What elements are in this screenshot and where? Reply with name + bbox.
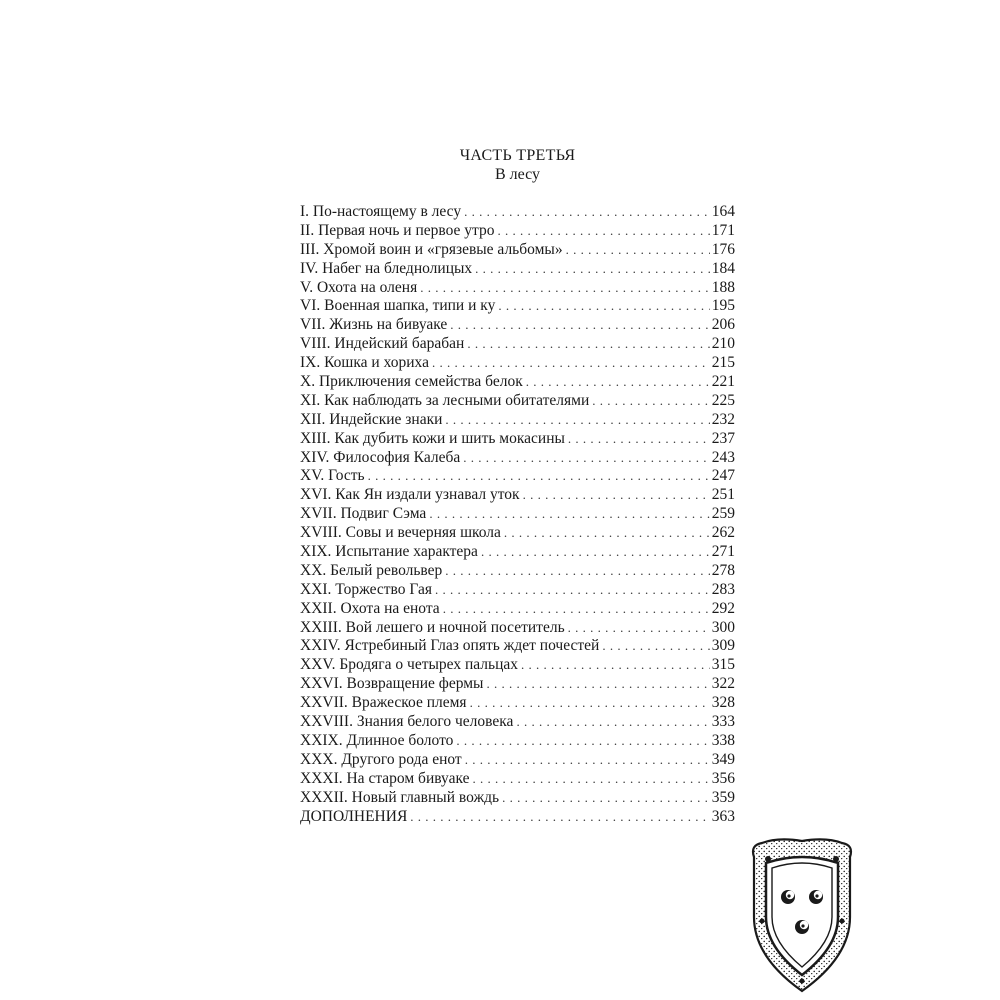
- toc-dot-leader: [456, 732, 709, 751]
- toc-entry-title: XII. Индейские знаки: [300, 410, 443, 428]
- toc-entry: [300, 505, 735, 524]
- toc-entry-page-number: 184: [711, 259, 735, 277]
- toc-entry-page-number: 271: [711, 543, 735, 561]
- toc-entry-title: XXIII. Вой лешего и ночной посетитель: [300, 618, 565, 636]
- toc-dot-leader: [445, 411, 709, 430]
- toc-dot-leader: [566, 241, 710, 260]
- toc-dot-leader: [435, 581, 710, 600]
- toc-entry-title: III. Хромой воин и «грязевые альбомы»: [300, 240, 563, 258]
- toc-entry-page-number: 221: [711, 373, 735, 391]
- toc-entry-page-number: 359: [711, 788, 735, 806]
- toc-dot-leader: [498, 222, 710, 241]
- toc-entry-page-number: 171: [711, 221, 735, 239]
- toc-entry-page-number: 206: [711, 316, 735, 334]
- toc-dot-leader: [465, 751, 710, 770]
- toc-entry-page-number: 176: [711, 240, 735, 258]
- toc-entry: [300, 316, 735, 335]
- toc-entry-page-number: 333: [711, 713, 735, 731]
- toc-dot-leader: [475, 260, 710, 279]
- toc-entry-title: XIII. Как дубить кожи и шить мокасины: [300, 429, 565, 447]
- toc-entry-title: XXIV. Ястребиный Глаз опять ждет почестей: [300, 637, 600, 655]
- toc-entry: [300, 241, 735, 260]
- toc-entry-page-number: 259: [711, 505, 735, 523]
- toc-entry-title: IV. Набег на бледнолицых: [300, 259, 473, 277]
- toc-entry: [300, 543, 735, 562]
- toc-entry: [300, 637, 735, 656]
- toc-entry-page-number: 243: [711, 448, 735, 466]
- toc-dot-leader: [467, 335, 709, 354]
- toc-entry-title: XVI. Как Ян издали узнавал уток: [300, 486, 520, 504]
- toc-dot-leader: [432, 354, 710, 373]
- toc-entry-page-number: 315: [711, 656, 735, 674]
- toc-entry: [300, 467, 735, 486]
- toc-entry-page-number: 328: [711, 694, 735, 712]
- toc-entry-title: XIX. Испытание характера: [300, 543, 478, 561]
- toc-entry-page-number: 300: [711, 618, 735, 636]
- toc-entry: [300, 808, 735, 827]
- toc-entry-title: II. Первая ночь и первое утро: [300, 221, 495, 239]
- toc-entry: [300, 260, 735, 279]
- toc-entry-title: XI. Как наблюдать за лесными обитателями: [300, 391, 590, 409]
- toc-entry-title: XXXII. Новый главный вождь: [300, 788, 500, 806]
- heraldic-shield-icon: [748, 835, 856, 995]
- toc-entry: [300, 373, 735, 392]
- toc-dot-leader: [502, 789, 710, 808]
- toc-entry-title: VI. Военная шапка, типи и ку: [300, 297, 496, 315]
- toc-entry-page-number: 164: [711, 203, 735, 220]
- toc-dot-leader: [472, 770, 709, 789]
- toc-dot-leader: [504, 524, 710, 543]
- toc-entry-title: XXIX. Длинное болото: [300, 731, 454, 749]
- toc-entry-title: XV. Гость: [300, 467, 365, 485]
- toc-entry: [300, 770, 735, 789]
- toc-entry-page-number: 237: [711, 429, 735, 447]
- toc-entry: [300, 335, 735, 354]
- toc-entry-title: XVII. Подвиг Сэма: [300, 505, 427, 523]
- toc-entry-page-number: 210: [711, 335, 735, 353]
- toc-entry-title: XXX. Другого рода енот: [300, 750, 462, 768]
- toc-dot-leader: [568, 430, 710, 449]
- toc-entry-page-number: 322: [711, 675, 735, 693]
- toc-entry-title: V. Охота на оленя: [300, 278, 418, 296]
- toc-entry: [300, 203, 735, 222]
- toc-entry-page-number: 356: [711, 769, 735, 787]
- toc-dot-leader: [410, 808, 709, 827]
- toc-entry: [300, 713, 735, 732]
- toc-dot-leader: [420, 279, 710, 298]
- toc-entry-page-number: 225: [711, 391, 735, 409]
- toc-entry-page-number: 278: [711, 561, 735, 579]
- toc-dot-leader: [429, 505, 709, 524]
- toc-entry: [300, 486, 735, 505]
- toc-entry-page-number: 292: [711, 599, 735, 617]
- toc-entry: [300, 430, 735, 449]
- toc-entry: [300, 581, 735, 600]
- toc-entry-title: XX. Белый револьвер: [300, 561, 443, 579]
- toc-entry-title: I. По-настоящему в лесу: [300, 203, 462, 220]
- toc-entry-page-number: 195: [711, 297, 735, 315]
- toc-entry-page-number: 232: [711, 410, 735, 428]
- part-title: ЧАСТЬ ТРЕТЬЯ: [459, 147, 576, 164]
- toc-entry-page-number: 309: [711, 637, 735, 655]
- toc-dot-leader: [602, 637, 709, 656]
- toc-dot-leader: [521, 656, 710, 675]
- toc-dot-leader: [443, 600, 710, 619]
- part-subtitle: В лесу: [494, 166, 541, 183]
- toc-dot-leader: [463, 449, 710, 468]
- toc-entry: [300, 297, 735, 316]
- toc-entry-title: XXI. Торжество Гая: [300, 580, 432, 598]
- toc-entry: [300, 600, 735, 619]
- toc-dot-leader: [481, 543, 710, 562]
- toc-dot-leader: [464, 203, 710, 222]
- toc-dot-leader: [470, 694, 710, 713]
- toc-entry-page-number: 215: [711, 354, 735, 372]
- toc-entry-title: XXVI. Возвращение фермы: [300, 675, 484, 693]
- toc-entry-page-number: 247: [711, 467, 735, 485]
- toc-entry-title: XVIII. Совы и вечерняя школа: [300, 524, 501, 542]
- toc-entry-title: XXV. Бродяга о четырех пальцах: [300, 656, 518, 674]
- toc-dot-leader: [516, 713, 709, 732]
- toc-dot-leader: [568, 619, 710, 638]
- toc-entry-page-number: 363: [711, 807, 735, 825]
- toc-entry: [300, 562, 735, 581]
- toc-entry-page-number: 188: [711, 278, 735, 296]
- toc-dot-leader: [592, 392, 710, 411]
- toc-entry: [300, 449, 735, 468]
- toc-dot-leader: [445, 562, 709, 581]
- toc-entry: [300, 694, 735, 713]
- toc-dot-leader: [450, 316, 709, 335]
- toc-dot-leader: [486, 675, 709, 694]
- toc-entry-title: VII. Жизнь на бивуаке: [300, 316, 448, 334]
- toc-entry: [300, 789, 735, 808]
- toc-entry-title: X. Приключения семейства белок: [300, 373, 523, 391]
- toc-entry-title: XXVII. Вражеское племя: [300, 694, 467, 712]
- toc-dot-leader: [523, 486, 710, 505]
- toc-entry-title: XXXI. На старом бивуаке: [300, 769, 470, 787]
- toc-entry: [300, 222, 735, 241]
- table-of-contents: [300, 203, 735, 826]
- toc-entry-title: ДОПОЛНЕНИЯ: [300, 807, 408, 825]
- toc-entry-title: XIV. Философия Калеба: [300, 448, 461, 466]
- toc-entry-title: XXII. Охота на енота: [300, 599, 440, 617]
- toc-entry-page-number: 251: [711, 486, 735, 504]
- toc-entry: [300, 411, 735, 430]
- toc-entry-title: XXVIII. Знания белого человека: [300, 713, 514, 731]
- toc-dot-leader: [526, 373, 710, 392]
- toc-entry: [300, 732, 735, 751]
- toc-entry-page-number: 338: [711, 731, 735, 749]
- toc-entry-page-number: 349: [711, 750, 735, 768]
- toc-entry: [300, 675, 735, 694]
- toc-entry-title: VIII. Индейский барабан: [300, 335, 465, 353]
- toc-entry-title: IX. Кошка и хориха: [300, 354, 429, 372]
- toc-entry-page-number: 283: [711, 580, 735, 598]
- toc-entry: [300, 392, 735, 411]
- toc-entry: [300, 751, 735, 770]
- toc-entry: [300, 279, 735, 298]
- toc-entry-page-number: 262: [711, 524, 735, 542]
- toc-dot-leader: [498, 297, 709, 316]
- toc-entry: [300, 524, 735, 543]
- toc-entry: [300, 354, 735, 373]
- toc-dot-leader: [368, 467, 710, 486]
- toc-entry: [300, 656, 735, 675]
- toc-entry: [300, 619, 735, 638]
